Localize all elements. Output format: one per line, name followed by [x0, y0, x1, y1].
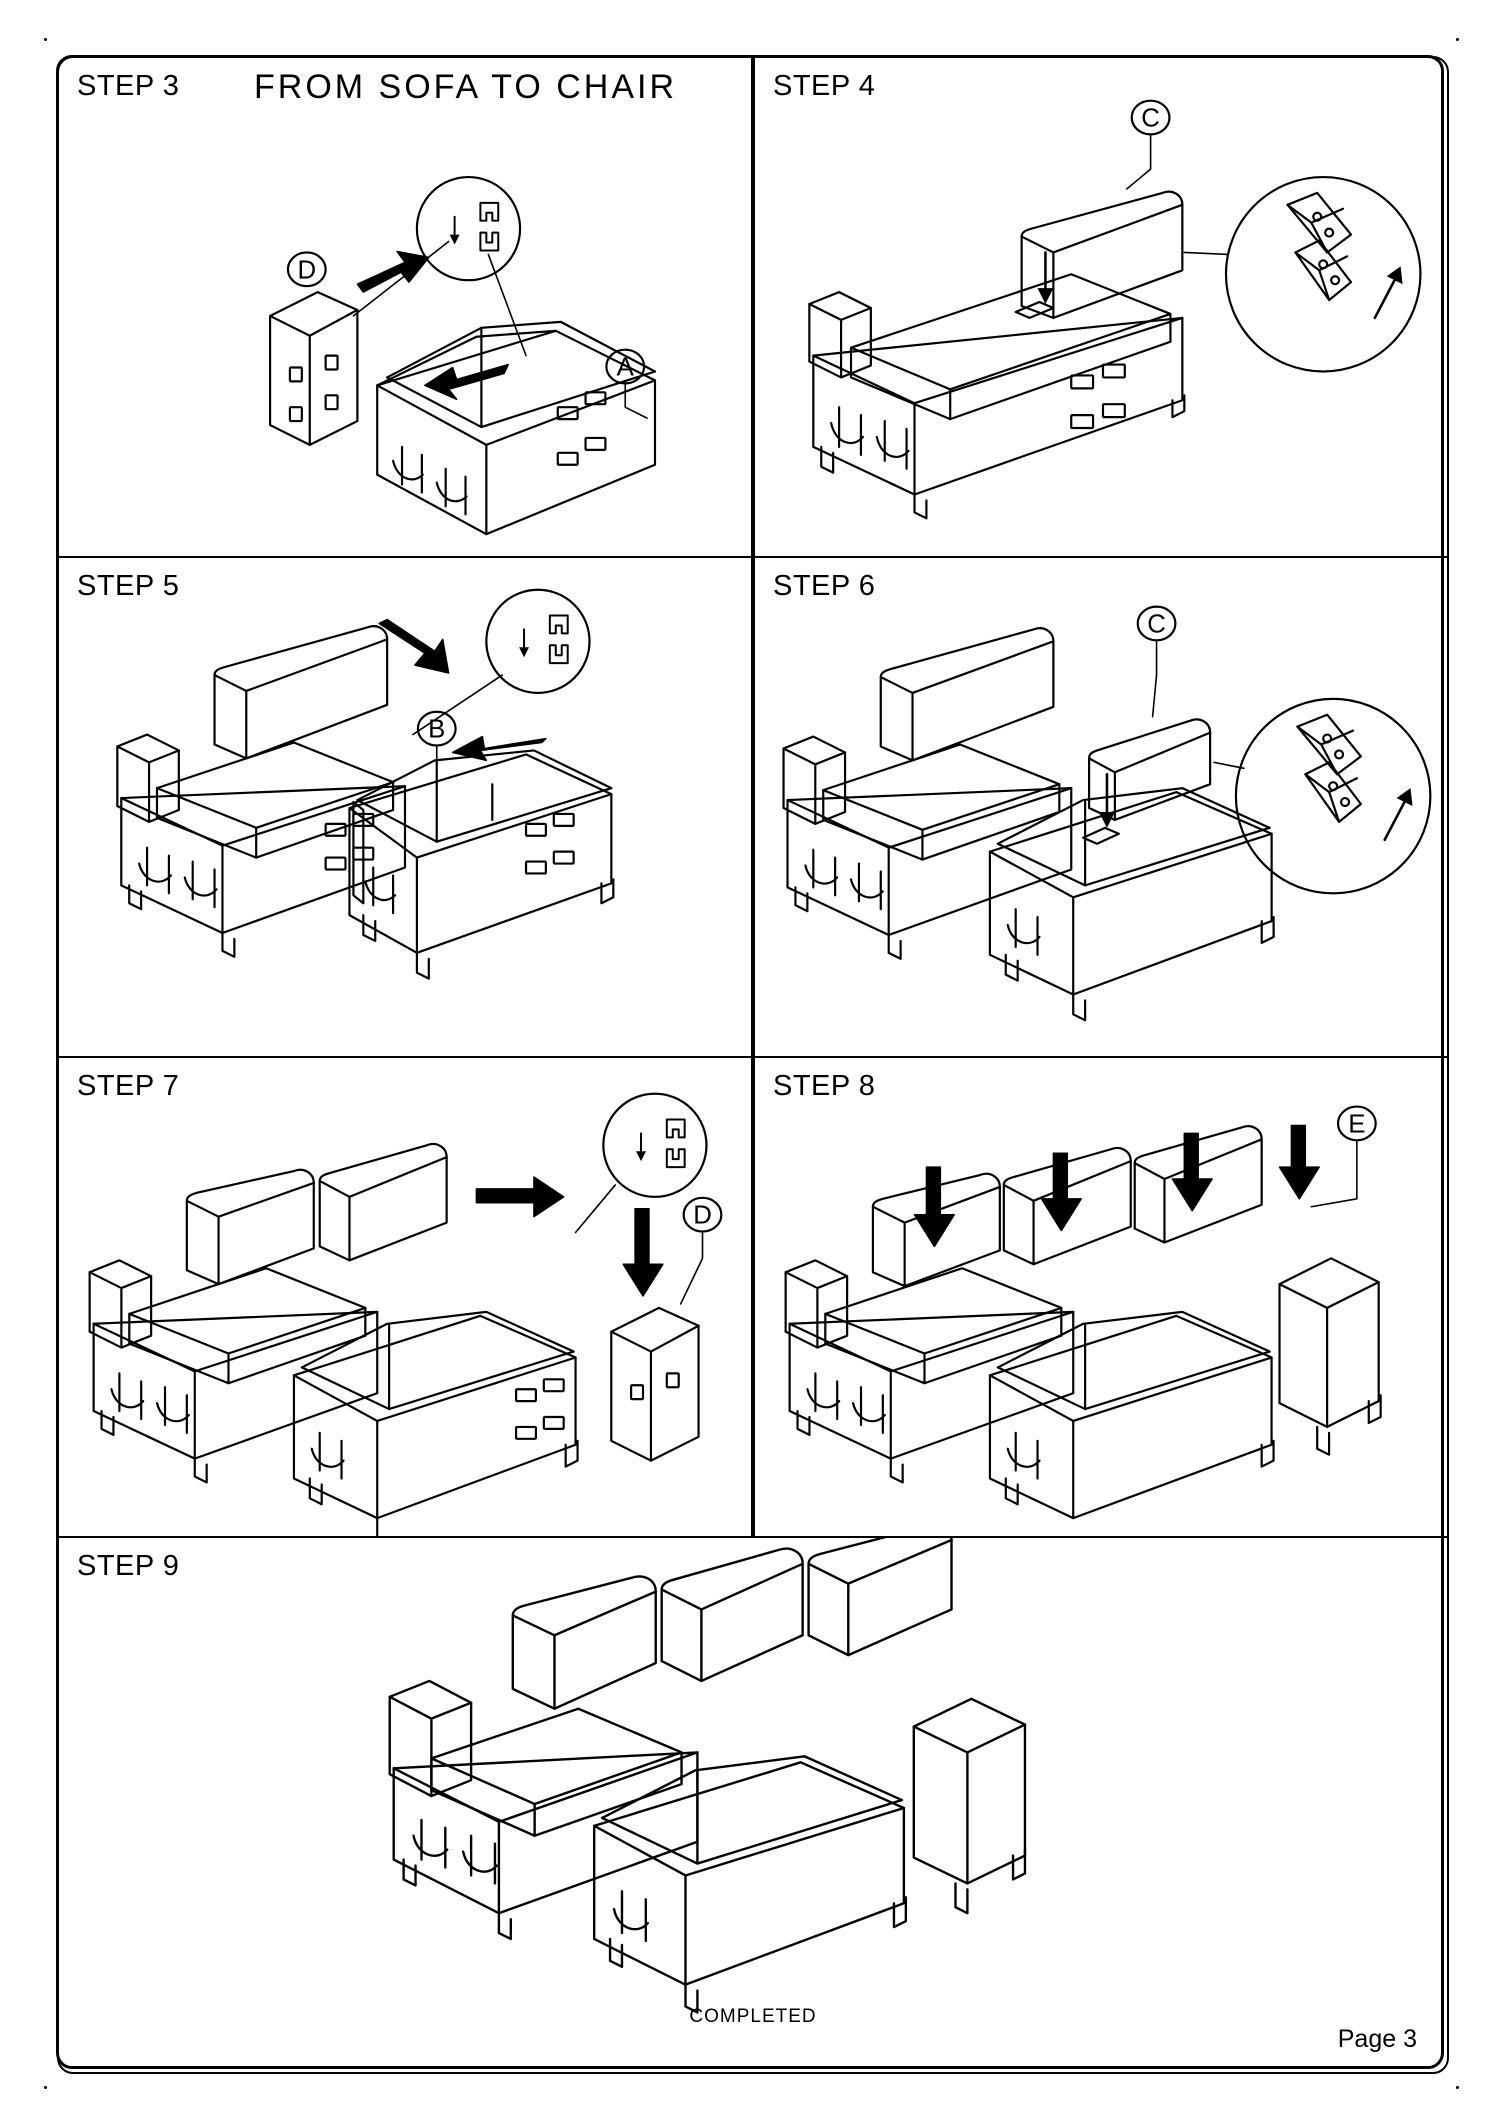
- registration-dot-bottom-right: [1456, 2086, 1459, 2089]
- step-9-illustration: [59, 1538, 1447, 2072]
- panel-step-4: [753, 56, 1449, 558]
- completed-label: COMPLETED: [689, 2006, 817, 2027]
- page-frame: [56, 55, 1444, 2069]
- callout-b-step5: B: [428, 715, 446, 744]
- callout-c-step4: C: [1141, 104, 1160, 133]
- panel-step-7: [57, 1056, 753, 1538]
- page-title: FROM SOFA TO CHAIR: [254, 68, 678, 106]
- step-9-label: STEP 9: [77, 1550, 180, 1582]
- step-7-label: STEP 7: [77, 1070, 180, 1102]
- step-3-label: STEP 3: [77, 70, 180, 102]
- panel-step-6: [753, 556, 1449, 1058]
- callout-c-step6: C: [1147, 610, 1166, 639]
- step-4-illustration: [755, 58, 1447, 556]
- registration-dot-bottom-left: [44, 2086, 47, 2089]
- callout-a-step3: A: [616, 353, 634, 382]
- step-5-illustration: [59, 558, 751, 1056]
- callout-e-step8: E: [1348, 1110, 1366, 1139]
- callout-d-step7: D: [693, 1201, 712, 1230]
- step-4-label: STEP 4: [773, 70, 876, 102]
- panel-step-5: [57, 556, 753, 1058]
- page-number: Page 3: [1337, 2025, 1417, 2053]
- step-6-label: STEP 6: [773, 570, 876, 602]
- registration-dot-top-right: [1456, 38, 1459, 41]
- callout-d-step3: D: [297, 256, 317, 285]
- step-6-illustration: [755, 558, 1447, 1056]
- step-5-label: STEP 5: [77, 570, 180, 602]
- panel-step-9: [57, 1536, 1449, 2074]
- panel-step-3: [57, 56, 753, 558]
- panel-step-8: [753, 1056, 1449, 1538]
- step-7-illustration: [59, 1058, 751, 1536]
- step-8-label: STEP 8: [773, 1070, 876, 1102]
- step-3-illustration: [59, 58, 751, 556]
- step-8-illustration: [755, 1058, 1447, 1536]
- registration-dot-top-left: [44, 38, 47, 41]
